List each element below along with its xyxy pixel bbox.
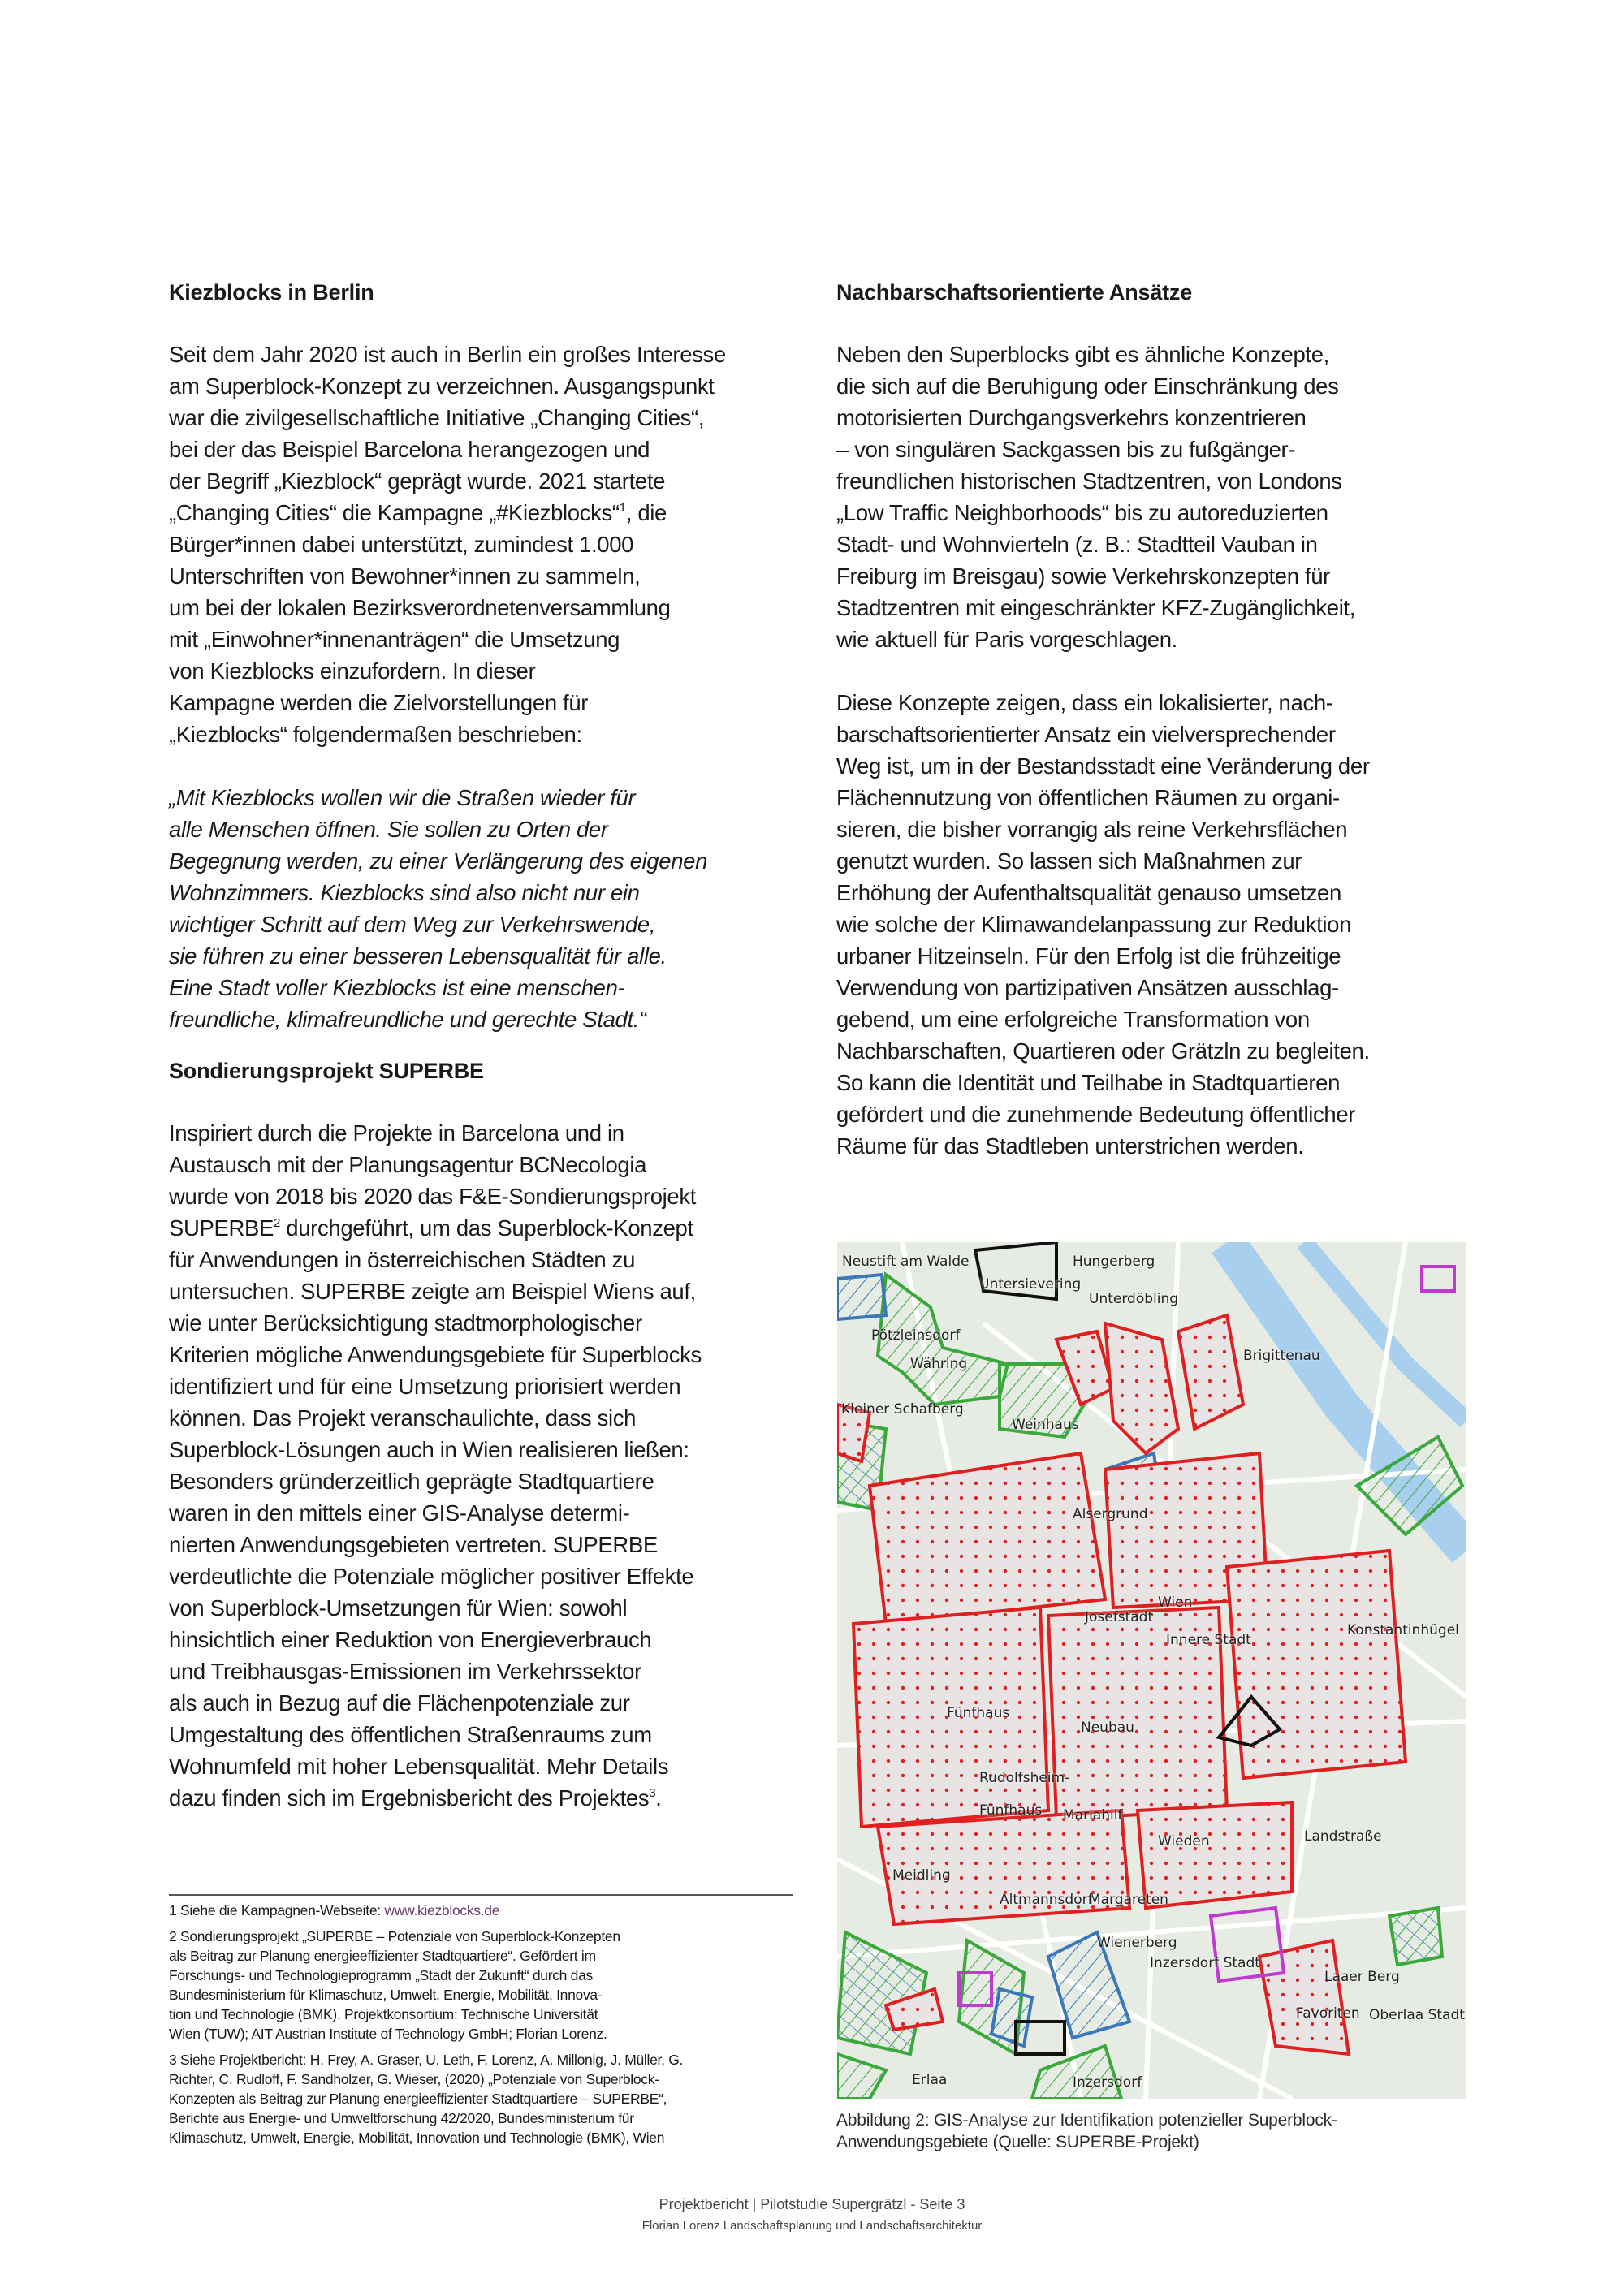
map-label: Oberlaa Stadt <box>1369 2007 1465 2023</box>
map-label: Rudolfsheim- <box>979 1770 1070 1786</box>
page-footer-title: Projektbericht | Pilotstudie Supergrätzl - Seite 3 <box>659 2196 965 2212</box>
map-label: Kleiner Schafberg <box>841 1401 964 1418</box>
footnote-1: 1 Siehe die Kampagnen-Webseite: www.kiezblocks.de <box>169 1902 500 1918</box>
heading-nachbarschaft: Nachbarschaftsorientierte Ansätze <box>836 280 1193 304</box>
map-label: Mariahilf <box>1063 1807 1123 1823</box>
map-label: Wieden <box>1158 1833 1210 1849</box>
map-label: Konstantinhügel <box>1347 1622 1459 1638</box>
map-label: Pötzleinsdorf <box>871 1327 961 1344</box>
map-label: Wienerberg <box>1097 1935 1177 1951</box>
left-column <box>169 278 818 1814</box>
map-label: Landstraße <box>1304 1828 1382 1845</box>
map-label: Neustift am Walde <box>842 1254 970 1270</box>
map-label: Margareten <box>1089 1892 1168 1908</box>
page-footer-author: Florian Lorenz Landschaftsplanung und Landschaftsarchitektur <box>641 2219 983 2233</box>
footnote-ref-2[interactable]: 2 <box>273 1216 280 1230</box>
footnote-2: 2 Sondierungsprojekt „SUPERBE – Potenziale von Superblock-Konzepten als Beitrag zur Planung energieeffizienter Stadtquartiere“. Gefördert im Forschungs- und Technologieprogramm „Stadt der Zukunft“ durch das Bundesministerium für Klimaschutz, Umwelt, Energie, Mobilität, Innova- tion und Technologie (BMK). Projektkonsortium: Technische Universität Wien (TUW); AIT Austrian Institute of Technology GmbH; Florian Lorenz. <box>169 1928 620 2042</box>
right-column <box>836 278 1470 1162</box>
map-label: Untersievering <box>979 1276 1082 1293</box>
map-label: Innere Stadt <box>1166 1632 1251 1648</box>
figure-caption: Abbildung 2: GIS-Analyse zur Identifikation potenzieller Superblock- Anwendungsgebiete (Quelle: SUPERBE-Projekt) <box>836 2111 1337 2151</box>
map-label: Wien <box>1158 1595 1193 1611</box>
gis-analysis-map <box>837 1242 1466 2099</box>
map-label: Brigittenau <box>1243 1348 1320 1364</box>
map-label: Fünfhaus <box>979 1802 1043 1819</box>
map-label: Erlaa <box>912 2072 948 2088</box>
map-label: Fünfhaus <box>947 1705 1010 1721</box>
paragraph-aehnliche-konzepte: Neben den Superblocks gibt es ähnliche Konzepte, die sich auf die Beruhigung oder Einschränkung des motorisierten Durchgangsverkehrs konzentrieren – von singulären Sackgassen bis zu fußgänger- freundlichen historischen Stadtzentren, von Londons „Low Traffic Neighborhoods“ bis zu autoreduzierten Stadt- und Wohnvierteln (z. B.: Stadtteil Vauban in Freiburg im Breisgau) sowie Verkehrskonzepten für Stadtzentren mit eingeschränkter KFZ-Zugänglichkeit, wie aktuell für Paris vorgeschlagen. <box>836 342 1356 652</box>
map-label: Favoriten <box>1296 2005 1360 2022</box>
paragraph-konzepte-zeigen: Diese Konzepte zeigen, dass ein lokalisierter, nach- barschaftsorientierter Ansatz ein vielversprechender Weg ist, um in der Bestandsstadt eine Veränderung der Flächennutzung von öffentlichen Räumen zu organi- sieren, die bisher vorrangig als reine Verkehrsflächen genutzt wurden. So lassen sich Maßnahmen zur Erhöhung der Aufenthaltsqualität genauso umsetzen wie solche der Klimawandelanpassung zur Reduktion urbaner Hitzeinseln. Für den Erfolg ist die frühzeitige Verwendung von partizipativen Ansätzen ausschlag- gebend, um eine erfolgreiche Transformation von Nachbarschaften, Quartieren oder Grätzln zu begleiten. So kann die Identität und Teilhabe in Stadtquartieren gefördert und die zunehmende Bedeutung öffentlicher Räume für das Stadtleben unterstrichen werden. <box>836 690 1370 1159</box>
map-label: Unterdöbling <box>1089 1291 1179 1307</box>
map-label: Hungerberg <box>1073 1254 1155 1270</box>
footnote-ref-1[interactable]: 1 <box>619 501 626 515</box>
map-label: Weinhaus <box>1012 1417 1079 1433</box>
heading-sondierungsprojekt: Sondierungsprojekt SUPERBE <box>169 1059 484 1083</box>
map-place-labels <box>837 1242 1466 2099</box>
map-label: Josefstadt <box>1085 1609 1154 1625</box>
map-label: Neubau <box>1081 1720 1134 1736</box>
footnote-3: 3 Siehe Projektbericht: H. Frey, A. Graser, U. Leth, F. Lorenz, A. Millonig, J. Müller, G. Richter, C. Rudloff, F. Sandholzer, G. Wieser, (2020) „Potenziale von Superblock- Konzepten als Beitrag zur Planung energieeffizienter Stadtquartiere – SUPERBE“, Berichte aus Energie- und Umweltforschung 42/2020, Bundesministerium für Klimaschutz, Umwelt, Energie, Mobilität, Innovation und Technologie (BMK), Wien <box>169 2052 684 2146</box>
map-label: Altmannsdorf <box>1000 1892 1093 1908</box>
map-label: Meidling <box>892 1867 951 1884</box>
footnotes <box>169 1894 793 2154</box>
map-label: Laaer Berg <box>1324 1969 1400 1985</box>
map-label: Währing <box>910 1356 968 1372</box>
paragraph-kiezblocks-intro: Seit dem Jahr 2020 ist auch in Berlin ein großes Interesse am Superblock-Konzept zu verzeichnen. Ausgangspunkt war die zivilgesellschaftliche Initiative „Changing Cities“, bei der das Beispiel Barcelona herangezogen und der Begriff „Kiezblock“ geprägt wurde. 2021 startete „Changing Cities“ die Kampagne „#Kiezblocks“$^1$, die Bürger*innen dabei unterstützt, zumindest 1.000 Unterschriften von Bewohner*innen zu sammeln, um bei der lokalen Bezirksverordnetenversammlung mit „Einwohner*innenanträgen“ die Umsetzung von Kiezblocks einzufordern. In dieser Kampagne werden die Zielvorstellungen für „Kiezblocks“ folgendermaßen beschrieben: <box>169 342 726 747</box>
paragraph-superbe: Inspiriert durch die Projekte in Barcelona und in Austausch mit der Planungsagentur BCNecologia wurde von 2018 bis 2020 das F&E-Sondierungsprojekt SUPERBE$^2$ durchgeführt, um das Superblock-Konzept für Anwendungen in österreichischen Städten zu untersuchen. SUPERBE zeigte am Beispiel Wiens auf, wie unter Berücksichtigung stadtmorphologischer Kriterien mögliche Anwendungsgebiete für Superblocks identifiziert und für eine Umsetzung priorisiert werden können. Das Projekt veranschaulichte, dass sich Superblock-Lösungen auch in Wien realisieren ließen: Besonders gründerzeitlich geprägte Stadtquartiere waren in den mittels einer GIS-Analyse determi- nierten Anwendungsgebieten vertreten. SUPERBE verdeutlichte die Potenziale möglicher positiver Effekte von Superblock-Umsetzungen für Wien: sowohl hinsichtlich einer Reduktion von Energieverbrauch und Treibhausgas-Emissionen im Verkehrssektor als auch in Bezug auf die Flächenpotenziale zur Umgestaltung des öffentlichen Straßenraums zum Wohnumfeld mit hoher Lebensqualität. Mehr Details dazu finden sich im Ergebnisbericht des Projektes$^3$. <box>169 1120 702 1810</box>
kiezblocks-quote: „Mit Kiezblocks wollen wir die Straßen wieder für alle Menschen öffnen. Sie sollen zu Orten der Begegnung werden, zu einer Verlängerung des eigenen Wohnzimmers. Kiezblocks sind also nicht nur ein wichtiger Schritt auf dem Weg zur Verkehrswende, sie führen zu einer besseren Lebensqualität für alle. Eine Stadt voller Kiezblocks ist eine menschen- freundliche, klimafreundliche und gerechte Stadt.“ <box>169 785 708 1032</box>
map-label: Inzersdorf Stadt <box>1150 1955 1260 1971</box>
footnote-ref-3[interactable]: 3 <box>649 1786 656 1800</box>
heading-kiezblocks-berlin: Kiezblocks in Berlin <box>169 280 374 304</box>
kiezblocks-link[interactable]: www.kiezblocks.de <box>384 1902 500 1918</box>
map-label: Alsergrund <box>1073 1506 1148 1522</box>
map-label: Inzersdorf <box>1073 2074 1142 2091</box>
